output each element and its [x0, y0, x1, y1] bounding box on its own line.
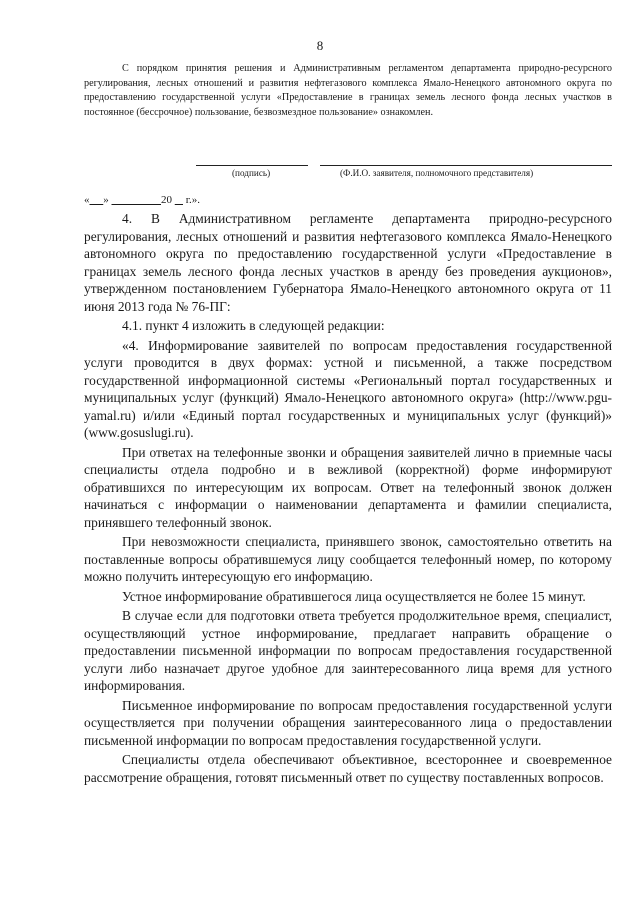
name-caption: (Ф.И.О. заявителя, полномочного представителя) [340, 168, 534, 178]
date-open-quote: « [84, 194, 90, 206]
date-month-blank [112, 194, 162, 206]
paragraph-unable-to-answer: При невозможности специалиста, принявшего звонок, самостоятельно ответить на поставленные вопросы обратившемуся лицу сообщается телефонный номер, по которому можно получить интересующую его информацию. [84, 534, 612, 584]
paragraph-specialists: Специалисты отдела обеспечивают объективное, всестороннее и своевременное рассмотрение обращения, готовят письменный ответ по существу поставленных вопросов. [84, 752, 612, 785]
acknowledgement-paragraph: С порядком принятия решения и Административным регламентом департамента природно-ресурсного регулирования, лесных отношений и развития нефтегазового комплекса Ямало-Ненецкого автономного округа по предоставлению государственной услуги «Предоставление в границах земель лесного фонда лесных участков в постоянное (бессрочное) пользование, безвозмездное пользование» ознакомлен. [84, 63, 612, 118]
signature-line [196, 165, 308, 166]
date-year-prefix: 20 [161, 194, 172, 206]
body-text [84, 210, 612, 788]
paragraph-phone-calls: При ответах на телефонные звонки и обращения заявителей лично в приемные часы специалисты отдела подробно и в вежливой (корректной) форме информируют обратившихся по интересующим их вопросам. Ответ на телефонный звонок должен начинаться с информации о наименовании департамента и фамилии специалиста, принявшего телефонный звонок. [84, 444, 612, 530]
signature-caption: (подпись) [232, 168, 271, 178]
name-line [320, 165, 612, 166]
date-year-blank [175, 194, 183, 206]
paragraph-long-preparation: В случае если для подготовки ответа требуется продолжительное время, специалист, осуществляющий устное информирование, предлагает направить обращение о предоставлении письменной информации по вопросам предоставления государственной услуги либо назначает другое удобное для заинтересованного лица время для устного информирования. [84, 608, 612, 693]
date-day-blank [90, 194, 104, 206]
paragraph-item-4-1: 4.1. пункт 4 изложить в следующей редакции: [122, 318, 385, 333]
paragraph-amendment-4: 4. В Административном регламенте департамента природно-ресурсного регулирования, лесных отношений и развития нефтегазового комплекса Ямало-Ненецкого автономного округа по предоставлению государственной услуги «Предоставление в границах земель лесного фонда лесных участков в аренду без проведения аукционов», утвержденном постановлением Губернатора Ямало-Ненецкого автономного округа от 11 июня 2013 года № 76-ПГ: [84, 211, 612, 314]
paragraph-written-informing: Письменное информирование по вопросам предоставления государственной услуги осуществляется при получении обращения заинтересованного лица о предоставлении письменной информации по вопросам предоставления государственной услуги. [84, 697, 612, 748]
date-close-quote: » [103, 194, 109, 206]
paragraph-oral-duration: Устное информирование обратившегося лица осуществляется не более 15 минут. [122, 588, 586, 604]
page-number: 8 [316, 38, 324, 53]
date-line [84, 194, 200, 206]
paragraph-informing-forms: «4. Информирование заявителей по вопросам предоставления государственной услуги проводится в двух формах: устной и письменной, а также посредством государственной информационной системы «Региональный портал государственных и муниципальных услуг (функций) Ямало-Ненецкого автономного округа» (http://www.pgu-yamal.ru) и/или «Единый портал государственных и муниципальных услуг (функций)» (www.gosuslugi.ru). [84, 337, 612, 440]
date-suffix: г.». [183, 194, 201, 206]
